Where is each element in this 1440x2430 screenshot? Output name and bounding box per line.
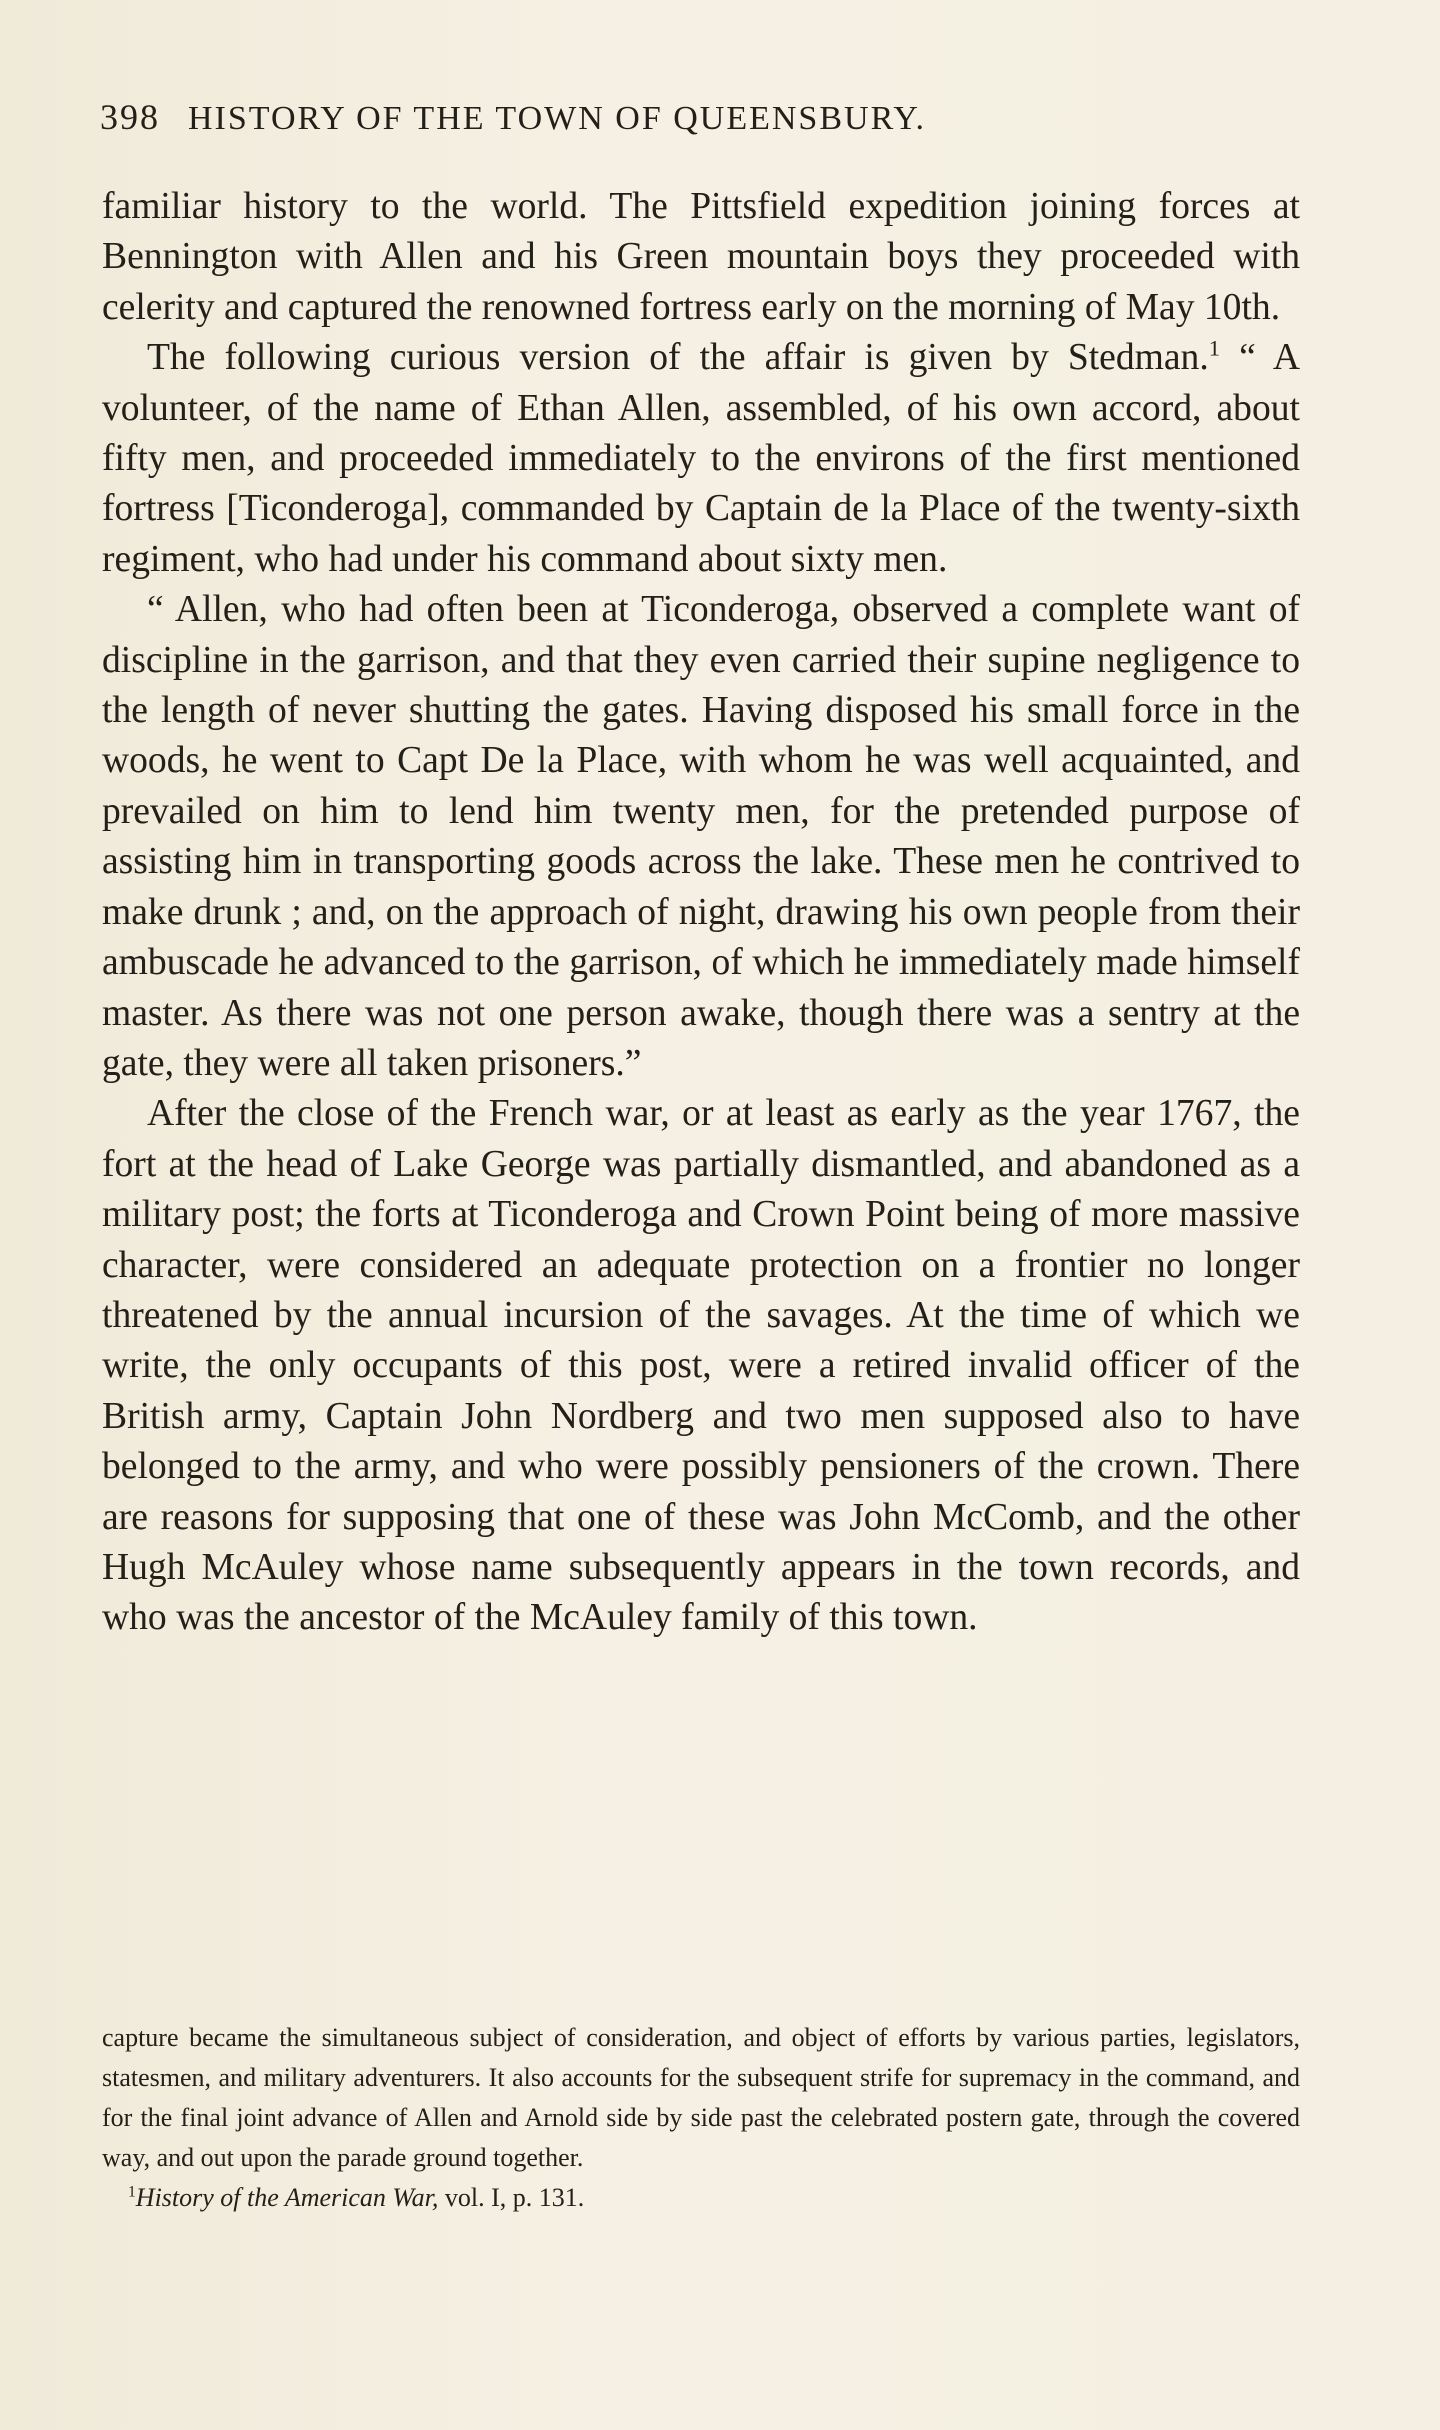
running-title: HISTORY OF THE TOWN OF QUEENSBURY. (188, 100, 927, 137)
footnote-continuation: capture became the simultaneous subject of consideration, and object of efforts by various parties, legislators, statesmen, and military adventurers. It also accounts for the subsequent strife for supremacy in the command, and for the final joint advance of Allen and Arnold side by side past the celebrated postern gate, through the covered way, and out upon the parade ground together. (102, 2023, 1300, 2172)
paragraph-stedman-version (102, 333, 1300, 585)
paragraph-allen-quote: “ Allen, who had often been at Ticonderoga, observed a complete want of discipline in the garrison, and that they even carried their supine negligence to the length of never shutting the gates. Having disposed his small force in the woods, he went to Capt De la Place, with whom he was well acquainted, and prevailed on him to lend him twenty men, for the pretended purpose of assisting him in transporting goods across the lake. These men he contrived to make drunk ; and, on the approach of night, drawing his own people from their ambuscade he advanced to the garrison, of which he immediately made himself master. As there was not one person awake, though there was a sentry at the gate, they were all taken prisoners.” (102, 589, 1300, 1084)
footnote-citation: vol. I, p. 131. (438, 2183, 585, 2212)
footnote-reference: 1 (1208, 335, 1221, 361)
footnote-source-title: History of the American War, (135, 2183, 439, 2212)
body-text (102, 182, 1300, 1644)
page-number: 398 (100, 97, 160, 137)
footnotes (102, 2018, 1300, 2218)
paragraph-french-war: After the close of the French war, or at least as early as the year 1767, the fort at the head of Lake George was partially dismantled, and abandoned as a military post; the forts at Ticonderoga and Crown Point being of more massive character, were considered an adequate protection on a frontier no longer threatened by the annual incursion of the savages. At the time of which we write, the only occupants of this post, were a retired invalid officer of the British army, Captain John Nordberg and two men supposed also to have belonged to the army, and who were possibly pensioners of the crown. There are reasons for supposing that one of these was John McComb, and the other Hugh McAuley whose name subsequently appears in the town records, and who was the ancestor of the McAuley family of this town. (102, 1093, 1300, 1639)
paragraph-text: “ A volunteer, of the name of Ethan Allen, assembled, of his own accord, about fifty men, and proceeded immediately to the environs of the first mentioned fortress [Ticonderoga], commanded by Captain de la Place of the twenty-sixth regiment, who had under his command about sixty men. (102, 337, 1300, 580)
footnote-1 (102, 2178, 1300, 2218)
paragraph-continuation: familiar history to the world. The Pittsfield expedition joining forces at Bennington with Allen and his Green mountain boys they proceeded with celerity and captured the renowned fortress early on the morning of May 10th. (102, 186, 1300, 328)
footnote-marker: 1 (128, 2183, 136, 2201)
page-header (100, 96, 1300, 138)
paragraph-text: The following curious version of the affair is given by Stedman. (147, 337, 1209, 379)
